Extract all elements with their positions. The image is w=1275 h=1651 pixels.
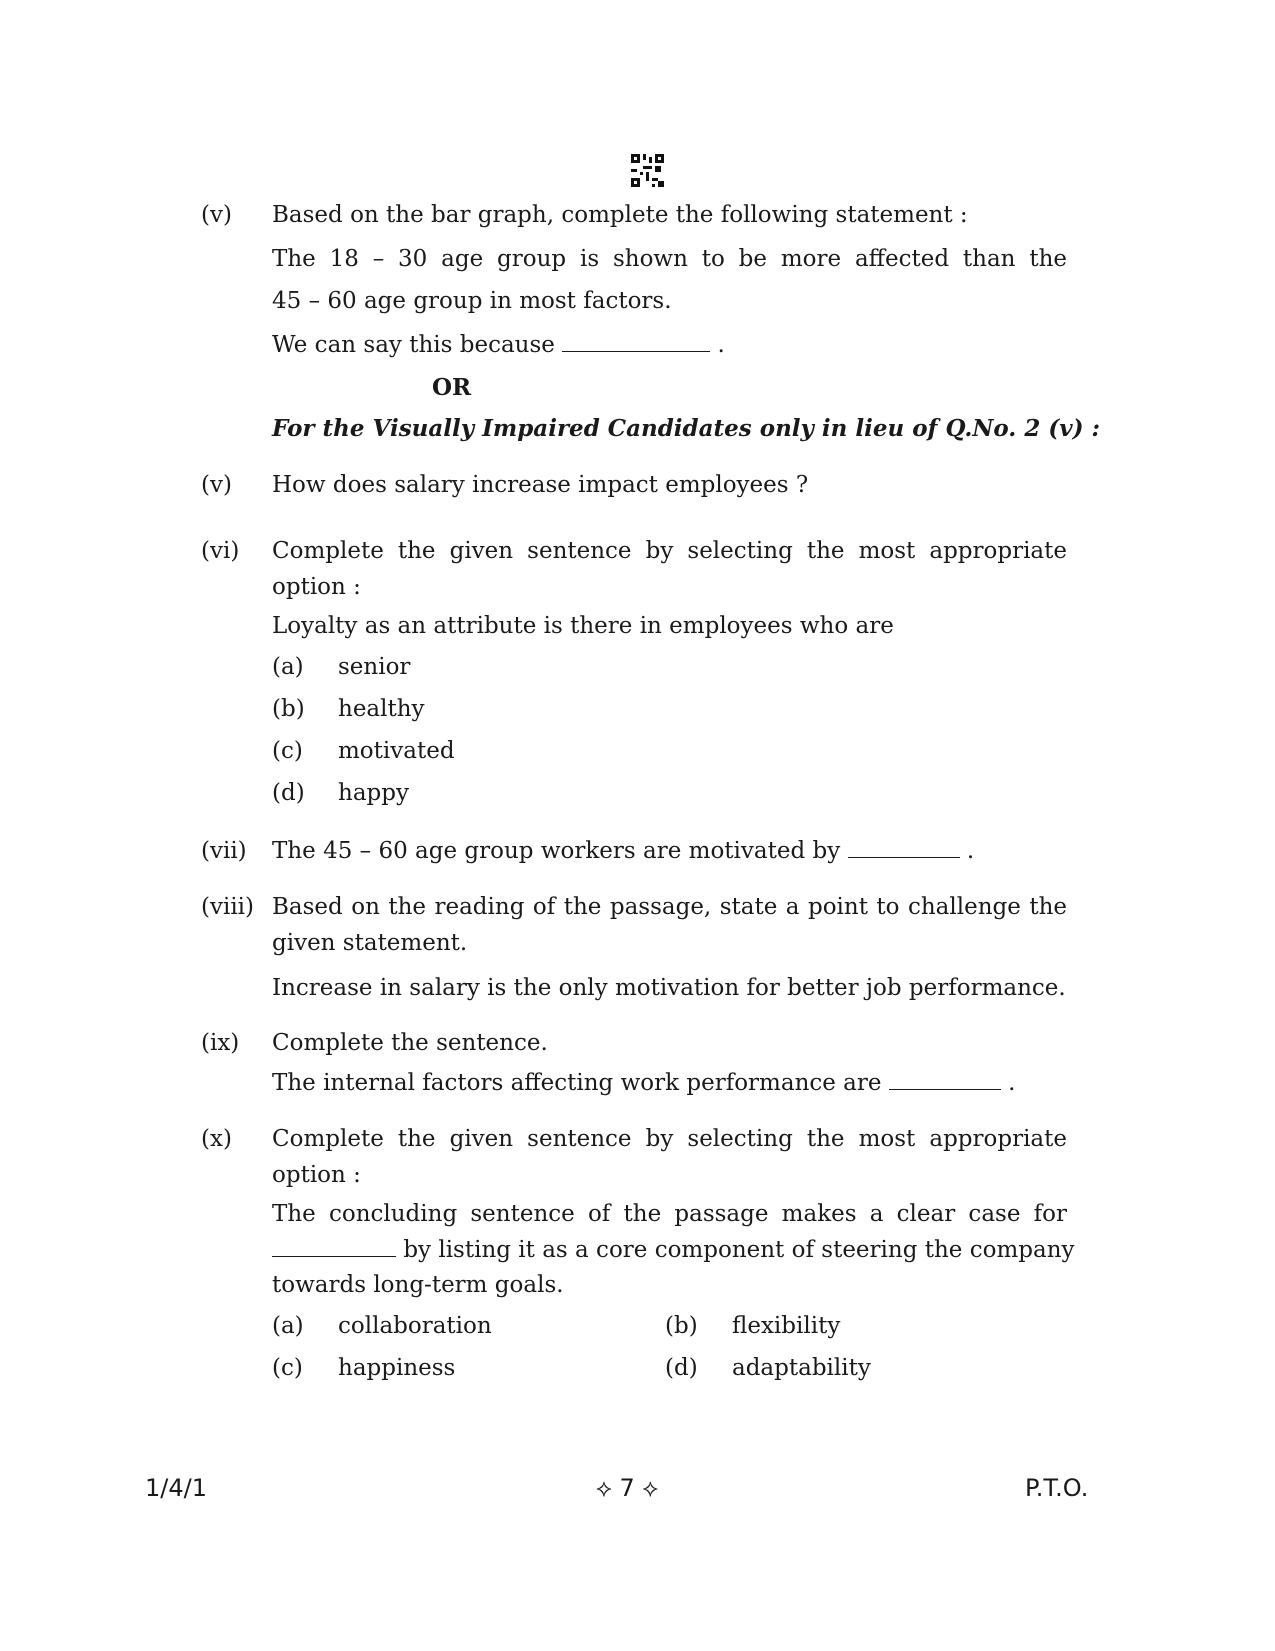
question-x-line2: option :: [272, 1162, 361, 1188]
question-vi-line2: option :: [272, 574, 361, 600]
question-vi-line3: Loyalty as an attribute is there in employees who are: [272, 613, 894, 639]
question-vii-end: .: [966, 838, 975, 864]
question-number-x: (x): [201, 1126, 232, 1152]
answer-blank: [562, 331, 710, 352]
option-text-d: adaptability: [732, 1355, 871, 1381]
question-viii-statement: Increase in salary is the only motivation for better job performance.: [272, 975, 1066, 1001]
question-v-line3: 45 – 60 age group in most factors.: [272, 288, 672, 314]
question-x-line5: towards long-term goals.: [272, 1272, 564, 1298]
question-number-ix: (ix): [201, 1030, 240, 1056]
option-text-b: flexibility: [732, 1313, 841, 1339]
option-letter-d: (d): [665, 1355, 698, 1381]
question-number-vii: (vii): [201, 838, 247, 864]
qr-code-icon: [631, 154, 664, 187]
option-text-a: collaboration: [338, 1313, 492, 1339]
question-ix-text: The internal factors affecting work performance are: [272, 1070, 882, 1096]
question-x-line4-text: by listing it as a core component of steering the company: [403, 1237, 1075, 1263]
option-letter-c: (c): [272, 1355, 303, 1381]
question-x-line4: [272, 1235, 1075, 1265]
answer-blank: [848, 837, 960, 858]
question-ix-line1: Complete the sentence.: [272, 1030, 548, 1056]
question-vii-text: The 45 – 60 age group workers are motivated by: [272, 838, 841, 864]
question-v-line1: Based on the bar graph, complete the following statement :: [272, 202, 968, 228]
answer-blank: [889, 1069, 1001, 1090]
question-number-viii: (viii): [201, 894, 255, 920]
pto-label: P.T.O.: [1025, 1474, 1089, 1502]
visually-impaired-note: For the Visually Impaired Candidates only in lieu of Q.No. 2 (v) :: [272, 415, 1100, 442]
question-v-line2: The 18 – 30 age group is shown to be more affected than the: [272, 246, 1067, 272]
question-v-alt-text: How does salary increase impact employees ?: [272, 472, 809, 498]
page-number: ⟡ 7 ⟡: [596, 1474, 659, 1502]
answer-blank: [272, 1236, 396, 1257]
option-letter-d: (d): [272, 780, 305, 806]
paper-code: 1/4/1: [145, 1474, 207, 1502]
option-text-b: healthy: [338, 696, 425, 722]
question-vi-line1: Complete the given sentence by selecting the most appropriate: [272, 538, 1067, 564]
option-letter-b: (b): [665, 1313, 698, 1339]
option-text-a: senior: [338, 654, 411, 680]
or-separator: OR: [432, 374, 472, 401]
question-vii-line: [272, 836, 974, 866]
option-letter-b: (b): [272, 696, 305, 722]
option-letter-c: (c): [272, 738, 303, 764]
question-viii-line2: given statement.: [272, 930, 468, 956]
option-text-c: happiness: [338, 1355, 456, 1381]
question-number-vi: (vi): [201, 538, 240, 564]
question-number-v: (v): [201, 202, 232, 228]
question-x-line3: The concluding sentence of the passage makes a clear case for: [272, 1201, 1067, 1227]
option-letter-a: (a): [272, 1313, 304, 1339]
question-number-v-alt: (v): [201, 472, 232, 498]
question-v-line4-end: .: [717, 332, 725, 358]
option-text-d: happy: [338, 780, 409, 806]
question-v-line4-text: We can say this because: [272, 332, 555, 358]
question-x-line1: Complete the given sentence by selecting the most appropriate: [272, 1126, 1067, 1152]
question-ix-end: .: [1008, 1070, 1016, 1096]
question-v-line4: [272, 330, 725, 360]
question-viii-line1: Based on the reading of the passage, state a point to challenge the: [272, 894, 1067, 920]
option-letter-a: (a): [272, 654, 304, 680]
question-ix-line2: [272, 1068, 1015, 1098]
option-text-c: motivated: [338, 738, 455, 764]
